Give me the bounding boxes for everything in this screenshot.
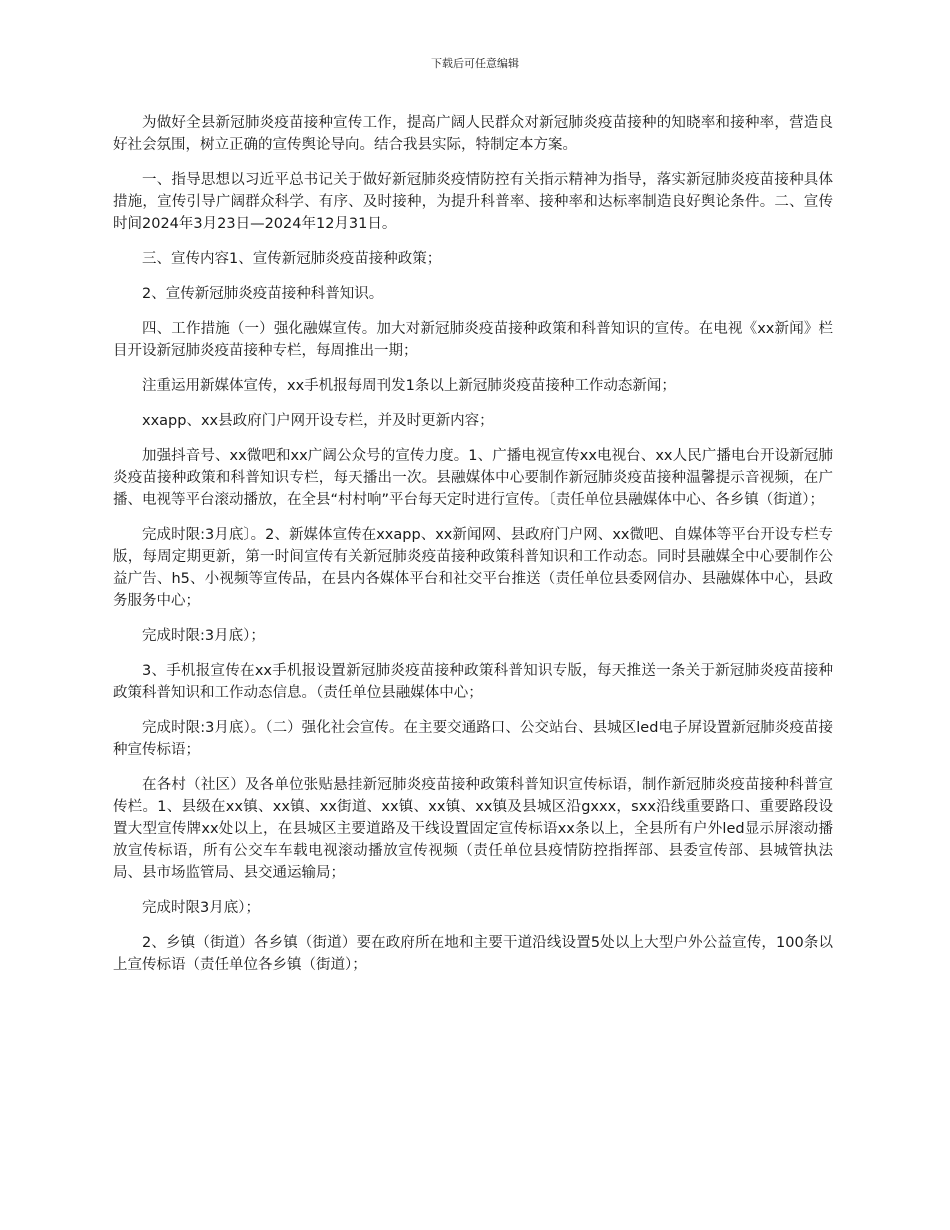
paragraph-social-promotion: 完成时限:3月底）。（二）强化社会宣传。在主要交通路口、公交站台、县城区led电子屏设置新冠肺炎疫苗接种宣传标语； (113, 720, 833, 758)
paragraph-township: 2、乡镇（街道）各乡镇（街道）要在政府所在地和主要干道沿线设置5处以上大型户外公益宣传，100条以上宣传标语（责任单位各乡镇（街道）； (113, 935, 833, 973)
paragraph-intro: 为做好全县新冠肺炎疫苗接种宣传工作，提高广阔人民群众对新冠肺炎疫苗接种的知晓率和接种率，营造良好社会氛围，树立正确的宣传舆论导向。结合我县实际，特制定本方案。 (113, 115, 833, 153)
paragraph-new-media: 注重运用新媒体宣传，xx手机报每周刊发1条以上新冠肺炎疫苗接种工作动态新闻； (142, 378, 676, 394)
paragraph-content-1: 三、宣传内容1、宣传新冠肺炎疫苗接种政策； (142, 251, 442, 267)
paragraph-new-media-promotion: 完成时限:3月底〕。2、新媒体宣传在xxapp、xx新闻网、县政府门户网、xx微吧、自媒体等平台开设专栏专版，每周定期更新，第一时间宣传有关新冠肺炎疫苗接种政策科普知识和工作动态。同时县融媒全中心要制作公益广告、h5、小视频等宣传品，在县内各媒体平台和社交平台推送（责任单位县委网信办、县融媒体中心，县政务服务中心； (113, 527, 833, 609)
paragraph-county-signage: 在各村（社区）及各单位张贴悬挂新冠肺炎疫苗接种政策科普知识宣传标语，制作新冠肺炎疫苗接种科普宣传栏。1、县级在xx镇、xx镇、xx街道、xx镇、xx镇、xx镇及县城区沿gxxx，sxx沿线重要路口、重要路段设置大型宣传牌xx处以上，在县城区主要道路及干线设置固定宣传标语xx条以上，全县所有户外led显示屏滚动播放宣传标语，所有公交车车载电视滚动播放宣传视频（责任单位县疫情防控指挥部、县委宣传部、县城管执法局、县市场监管局、县交通运输局； (113, 777, 833, 881)
paragraph-deadline-1: 完成时限:3月底）； (142, 628, 265, 644)
paragraph-broadcast: 加强抖音号、xx微吧和xx广阔公众号的宣传力度。1、广播电视宣传xx电视台、xx人民广播电台开设新冠肺炎疫苗接种政策和科普知识专栏，每天播出一次。县融媒体中心要制作新冠肺炎疫苗接种温馨提示音视频，在广播、电视等平台滚动播放，在全县“村村响”平台每天定时进行宣传。〔责任单位县融媒体中心、各乡镇（街道）； (113, 448, 833, 508)
page-header-note: 下载后可任意编辑 (431, 57, 519, 70)
paragraph-guiding-principle: 一、指导思想以习近平总书记关于做好新冠肺炎疫情防控有关指示精神为指导，落实新冠肺炎疫苗接种具体措施，宣传引导广阔群众科学、有序、及时接种，为提升科普率、接种率和达标率制造良好舆论条件。二、宣传时间2024年3月23日—2024年12月31日。 (113, 172, 833, 232)
paragraph-app-portal: xxapp、xx县政府门户网开设专栏，并及时更新内容； (142, 413, 494, 429)
paragraph-deadline-2: 完成时限3月底）； (142, 900, 260, 916)
paragraph-measures-media: 四、工作措施（一）强化融媒宣传。加大对新冠肺炎疫苗接种政策和科普知识的宣传。在电视《xx新闻》栏目开设新冠肺炎疫苗接种专栏，每周推出一期； (113, 321, 833, 359)
document-body (113, 112, 833, 989)
paragraph-mobile-news: 3、手机报宣传在xx手机报设置新冠肺炎疫苗接种政策科普知识专版，每天推送一条关于新冠肺炎疫苗接种政策科普知识和工作动态信息。（责任单位县融媒体中心； (113, 663, 833, 701)
paragraph-content-2: 2、宣传新冠肺炎疫苗接种科普知识。 (142, 286, 384, 302)
